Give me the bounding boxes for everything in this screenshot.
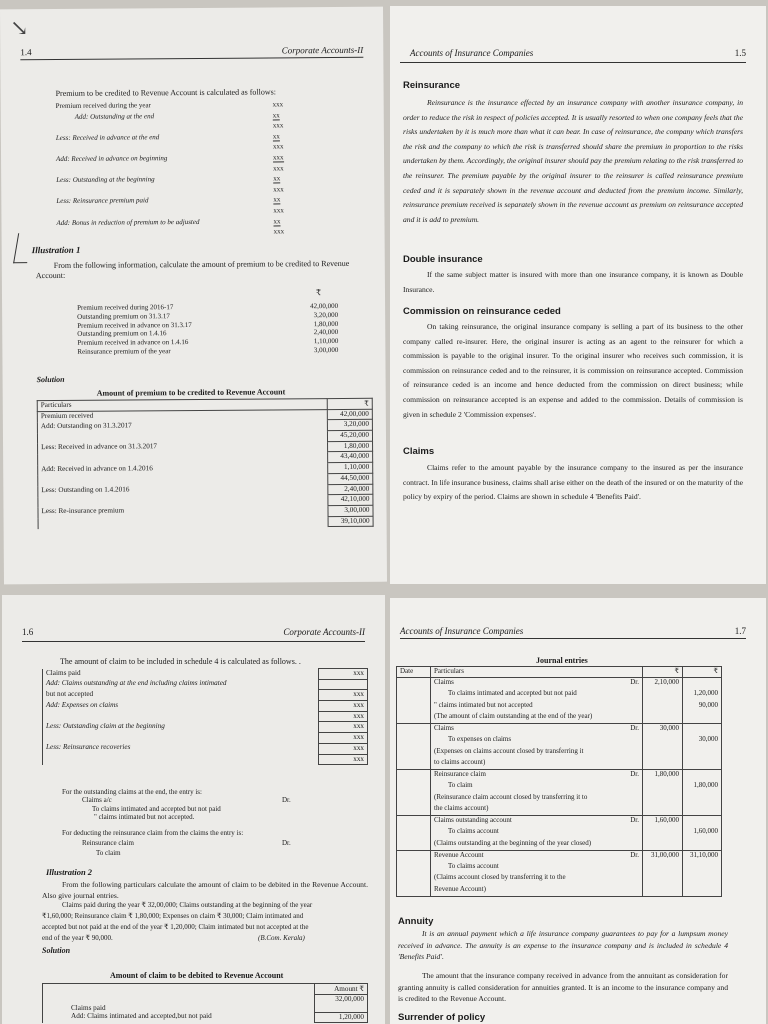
page-1-7 [390, 598, 766, 1024]
page-number: 1.4 [20, 47, 32, 58]
running-title: Corporate Accounts-II [283, 627, 365, 637]
row-particulars [431, 758, 643, 770]
info-label: Reinsurance premium of the year [77, 347, 171, 356]
journal-line: Revenue Account) [434, 884, 486, 893]
credit-amount: 1,60,000 [683, 827, 722, 839]
table-row [43, 733, 368, 744]
row-particulars: Claims paid [43, 994, 315, 1012]
credit-amount [683, 804, 722, 816]
journal-line: To claims intimated and accepted but not paid [448, 689, 577, 697]
debit-marker: Dr. [282, 796, 291, 804]
formula-value: xxx [272, 142, 284, 151]
illustration-text-2: Account: [35, 270, 66, 281]
row-particulars [431, 793, 643, 805]
illustration-text: From the following particulars calculate the amount of claim to be debited in the Revenue Account. Also give journal entries. [42, 880, 368, 900]
row-particulars: Less: Received in advance on 31.3.2017 [38, 441, 328, 454]
journal-line: To claims account [448, 827, 499, 835]
journal-line: (The amount of claim outstanding at the end of the year) [434, 712, 593, 720]
row-particulars: Add: Expenses on claims [43, 701, 319, 712]
info-value: 3,20,000 [313, 310, 339, 319]
running-header [400, 626, 746, 636]
row-particulars [431, 770, 643, 782]
illustration-line-4: ₹1,60,000; Reinsurance claim ₹ 1,80,000; Expenses on claim ₹ 30,000; Claim intimated and [42, 912, 304, 920]
row-value: 42,00,000 [327, 409, 372, 420]
page-1-4 [0, 7, 387, 585]
row-particulars [431, 712, 643, 724]
row-particulars [431, 839, 643, 851]
row-particulars: Less: Outstanding on 1.4.2016 [38, 484, 328, 497]
heading-surrender: Surrender of policy [398, 1012, 486, 1023]
row-particulars [431, 850, 643, 862]
journal-line: Claims outstanding account [434, 816, 512, 824]
table-row [43, 701, 368, 712]
row-value: 1,20,000 [315, 1012, 368, 1023]
table-row [43, 690, 368, 701]
row-date [397, 724, 431, 770]
heading-annuity: Annuity [398, 916, 434, 927]
row-particulars [431, 827, 643, 839]
row-particulars [431, 678, 643, 690]
entry-line: To claims intimated and accepted but not paid [92, 805, 221, 813]
row-value: 1,80,000 [328, 441, 373, 452]
row-value: xxx [319, 733, 368, 744]
credit-amount [683, 862, 722, 874]
col-particulars: Particulars [37, 399, 327, 412]
claim-formula-table [42, 668, 368, 765]
row-particulars [431, 816, 643, 828]
info-label: Outstanding premium on 1.4.16 [77, 329, 167, 339]
formula-value: xxx [273, 185, 284, 194]
row-particulars [431, 873, 643, 885]
page-number: 1.5 [734, 48, 746, 58]
solution-label: Solution [42, 946, 71, 955]
running-title: Accounts of Insurance Companies [410, 48, 534, 58]
row-particulars [431, 747, 643, 759]
info-value: 2,40,000 [313, 328, 339, 337]
table-row [43, 722, 368, 733]
formula-label: Add: Received in advance on beginning [56, 154, 168, 163]
solution-label: Solution [36, 374, 65, 385]
row-particulars [431, 885, 643, 897]
row-value: 43,40,000 [328, 452, 373, 463]
row-particulars: but not accepted [43, 690, 319, 701]
row-value: 3,20,000 [327, 420, 372, 431]
info-value: 1,10,000 [313, 337, 339, 346]
formula-label: Less: Outstanding at the beginning [56, 175, 155, 185]
row-particulars: Less: Reinsurance recoveries [43, 743, 319, 754]
running-title: Accounts of Insurance Companies [400, 626, 524, 636]
journal-row [397, 850, 722, 862]
running-header [22, 627, 365, 637]
row-value: 32,00,000 [315, 994, 368, 1012]
row-value: xxx [319, 711, 368, 722]
col-debit: ₹ [643, 667, 683, 678]
row-particulars [43, 754, 319, 765]
running-header [20, 45, 363, 57]
claims-text: Claims refer to the amount payable by the insurance company to the insured as per the insurance contract. In life insurance business, claims shall arise either on the death of the insured or on the maturity of the policy by expiry of the period. Claims are shown in schedule 4 'Benefits Paid'. [403, 463, 743, 502]
formula-value: xx [273, 216, 281, 226]
row-particulars: Add: Outstanding on 31.3.2017 [37, 420, 327, 433]
page-1-5 [390, 6, 766, 584]
heading-commission: Commission on reinsurance ceded [403, 306, 561, 317]
credit-amount: 31,10,000 [683, 850, 722, 862]
intro-text: The amount of claim to be included in schedule 4 is calculated as follows. . [60, 657, 301, 666]
formula-value: xxx [273, 206, 284, 215]
table-row [43, 1012, 368, 1023]
formula-label: Add: Outstanding at the end [74, 111, 155, 121]
info-label: Outstanding premium on 31.3.17 [77, 311, 170, 321]
credit-amount [683, 793, 722, 805]
debit-marker: Dr. [630, 816, 639, 824]
illustration-title: Illustration 1 [31, 244, 81, 256]
formula-value: xx [273, 174, 281, 183]
col-particulars: Particulars [431, 667, 643, 678]
journal-line: (Reinsurance claim account closed by transferring it to [434, 792, 588, 801]
row-date [397, 850, 431, 896]
table-title: Amount of claim to be debited to Revenue Account [110, 971, 284, 980]
col-date: Date [397, 667, 431, 678]
info-label: Premium received in advance on 1.4.16 [77, 338, 189, 347]
credit-amount [683, 839, 722, 851]
journal-table [396, 666, 722, 897]
debit-marker: Dr. [630, 724, 639, 732]
entry-line: Reinsurance claim [82, 839, 134, 847]
debit-amount: 1,80,000 [643, 770, 683, 816]
page-1-6 [2, 595, 385, 1024]
entry-line: To claim [96, 849, 121, 857]
credit-amount: 90,000 [683, 701, 722, 713]
row-value: 45,20,000 [327, 430, 372, 441]
credit-amount [683, 885, 722, 897]
row-value: 44,50,000 [328, 473, 373, 484]
credit-amount: 30,000 [683, 735, 722, 747]
credit-amount [683, 758, 722, 770]
row-value: xxx [319, 690, 368, 701]
row-particulars [38, 516, 328, 529]
credit-amount [683, 747, 722, 759]
entry-line: Claims a/c [82, 796, 112, 804]
table-row [43, 711, 368, 722]
table-row [43, 679, 368, 690]
row-value: 1,10,000 [328, 462, 373, 473]
credit-amount [683, 816, 722, 828]
page-number: 1.7 [734, 626, 746, 636]
journal-line: Revenue Account [434, 850, 484, 859]
row-value: xxx [319, 701, 368, 712]
entry-line: For the outstanding claims at the end, the entry is: [62, 788, 202, 796]
formula-label: Less: Reinsurance premium paid [56, 196, 149, 206]
journal-line: Claims [434, 678, 454, 686]
rupee-symbol: ₹ [315, 288, 322, 298]
credit-amount [683, 873, 722, 885]
row-particulars: Claims paid [43, 669, 319, 680]
annuity-text-2: The amount that the insurance company received in advance from the annuitant as consideration for granting annuity is called consideration for annuities granted. It is an income to the insurance company and is credited to the Revenue Account. [398, 971, 728, 1004]
table-title: Amount of premium to be credited to Revenue Account [96, 387, 286, 398]
formula-value: xx [272, 110, 280, 120]
row-particulars: Premium received [37, 409, 327, 422]
row-value: xxx [319, 754, 368, 765]
table-row [43, 669, 368, 680]
formula-value: xxx [273, 153, 284, 162]
row-particulars [431, 781, 643, 793]
intro-text: Premium to be credited to Revenue Account is calculated as follows: [55, 87, 277, 98]
row-particulars [43, 733, 319, 744]
illustration-line-5: accepted but not paid at the end of the year ₹ 1,20,000; Claim intimated but not accepted at the [42, 923, 309, 931]
row-particulars [431, 724, 643, 736]
heading-reinsurance: Reinsurance [403, 80, 461, 91]
credit-amount [683, 724, 722, 736]
formula-value: xxx [272, 121, 284, 130]
row-particulars [431, 735, 643, 747]
info-label: Premium received during 2016-17 [77, 303, 174, 312]
table-row [38, 516, 373, 529]
illustration-line-6: end of the year ₹ 90,000. [42, 934, 113, 942]
row-value: 42,10,000 [328, 494, 373, 505]
heading-claims: Claims [403, 446, 435, 457]
journal-line: the claims account) [434, 804, 489, 812]
entry-line: " claims intimated but not accepted. [94, 813, 195, 821]
claim-amount-table [42, 983, 368, 1023]
row-particulars: Less: Outstanding claim at the beginning [43, 722, 319, 733]
debit-amount: 31,00,000 [643, 850, 683, 896]
row-value: xxx [319, 669, 368, 680]
running-title: Corporate Accounts-II [281, 44, 364, 56]
row-value: 39,10,000 [328, 516, 373, 527]
table-row [43, 743, 368, 754]
journal-row [397, 816, 722, 828]
formula-value: xx [273, 195, 281, 204]
info-label: Premium received in advance on 31.3.17 [77, 320, 192, 330]
journal-row [397, 770, 722, 782]
formula-value: xxx [273, 163, 284, 173]
formula-label: Less: Received in advance at the end [55, 133, 160, 142]
col-amount: Amount ₹ [315, 984, 368, 995]
row-date [397, 816, 431, 851]
heading-double-insurance: Double insurance [403, 254, 483, 265]
table-row [43, 994, 368, 1012]
illustration-text: From the following information, calculate the amount of premium to be credited to Revenue [53, 258, 350, 270]
info-value: 1,80,000 [313, 319, 339, 328]
journal-title: Journal entries [536, 656, 588, 665]
debit-marker: Dr. [630, 678, 639, 686]
journal-line: (Claims account closed by transferring it to the [434, 873, 566, 881]
col-rupee: ₹ [327, 398, 372, 409]
row-particulars [431, 804, 643, 816]
credit-amount [683, 678, 722, 690]
illustration-source: (B.Com. Kerala) [258, 934, 305, 942]
illustration-line-3: Claims paid during the year ₹ 32,00,000; Claims outstanding at the beginning of the year [62, 901, 313, 909]
debit-marker: Dr. [282, 839, 291, 847]
credit-amount [683, 770, 722, 782]
journal-line: To claims account [448, 861, 499, 870]
row-value: xxx [319, 743, 368, 754]
journal-line: (Expenses on claims account closed by transferring it [434, 746, 584, 755]
illustration-title: Illustration 2 [46, 867, 93, 877]
credit-amount [683, 712, 722, 724]
journal-line: to claims account) [434, 758, 486, 766]
row-particulars: Add: Claims outstanding at the end including claims intimated [43, 679, 319, 690]
premium-table [37, 398, 374, 530]
credit-amount: 1,80,000 [683, 781, 722, 793]
row-value [319, 679, 368, 690]
row-particulars [43, 711, 319, 722]
row-value: 2,40,000 [328, 484, 373, 495]
row-particulars [431, 862, 643, 874]
col-credit: ₹ [683, 667, 722, 678]
row-particulars [431, 701, 643, 713]
pen-mark-icon [13, 233, 32, 263]
journal-line: Claims [434, 724, 454, 732]
reinsurance-text: Reinsurance is the insurance effected by an insurance company with another insurance company, in order to reduce the risk in respect of policies accepted. It is usually resorted to when one company feels that the risks undertaken by it is much more than what it can bear. In case of reinsurance, the company which transfers the risk and the company to which the risk is transferred should share the premium in proportion to the risks undertaken by them. Accordingly, the original insurer should pay the premium relating to the risk transferred to the reinsurer. The premium payable by the original insurer to the reinsurer is called reinsurance premium ceded and it is separately shown in the revenue account and deducted from the premium income. Similarly, reinsurance premium received is separately shown in the revenue account as premium on reinsurance accepted and it is add to premium. [403, 98, 743, 224]
debit-amount: 2,10,000 [643, 678, 683, 724]
annuity-text: It is an annual payment which a life insurance company guarantees to pay for a lumpsum money received in advance. The annuity is an expense to the insurance company and is included in schedule 4 'Benefits Paid'. [398, 929, 728, 962]
page-number: 1.6 [22, 627, 34, 637]
row-particulars: Less: Re-insurance premium [38, 505, 328, 518]
pen-mark-icon: ↘ [10, 15, 29, 41]
formula-value: xxx [273, 227, 285, 236]
formula-label: Premium received during the year [55, 101, 151, 110]
debit-amount: 1,60,000 [643, 816, 683, 851]
journal-line: (Claims outstanding at the beginning of the year closed) [434, 838, 592, 847]
row-particulars [431, 689, 643, 701]
journal-line: " claims intimated but not accepted [434, 700, 533, 709]
row-particulars: Add: Claims intimated and accepted,but not paid [43, 1012, 315, 1023]
debit-amount: 30,000 [643, 724, 683, 770]
formula-label: Add: Bonus in reduction of premium to be adjusted [56, 217, 200, 227]
journal-line: To claim [448, 781, 473, 789]
table-row [43, 754, 368, 765]
entry-line: For deducting the reinsurance claim from the claims the entry is: [62, 829, 244, 837]
row-date [397, 678, 431, 724]
journal-line: Reinsurance claim [434, 770, 486, 778]
row-particulars: Add: Received in advance on 1.4.2016 [38, 463, 328, 476]
formula-value: xxx [272, 100, 284, 109]
double-insurance-text: If the same subject matter is insured with more than one insurance company, it is known as Double Insurance. [403, 270, 743, 294]
credit-amount: 1,20,000 [683, 689, 722, 701]
info-value: 42,00,000 [310, 301, 339, 311]
debit-marker: Dr. [630, 770, 639, 778]
journal-line: To expenses on claims [448, 735, 512, 743]
debit-marker: Dr. [630, 850, 639, 859]
journal-row [397, 678, 722, 690]
journal-row [397, 724, 722, 736]
row-value: xxx [319, 722, 368, 733]
running-header [410, 48, 746, 58]
row-value: 3,00,000 [328, 505, 373, 516]
row-date [397, 770, 431, 816]
formula-value: xx [272, 132, 280, 141]
info-value: 3,00,000 [313, 345, 339, 355]
commission-text: On taking reinsurance, the original insurance company is selling a part of its business to the other company called re-insurer. Here, the original insurer is acting as an agent to the reinsurer for which a commission is payable to the original insurer. To the original insurer who receives such commission, it is commission on reinsurance ceded and to the reinsurer, it is commission on reinsurance accepted. Commission of reinsurance ceded is an income and hence deducted from the commission on direct business; while commission on reinsurance accepted is an expense and added to the commission. Details of commission is given in schedule 2 'Commission expenses'. [403, 322, 743, 419]
